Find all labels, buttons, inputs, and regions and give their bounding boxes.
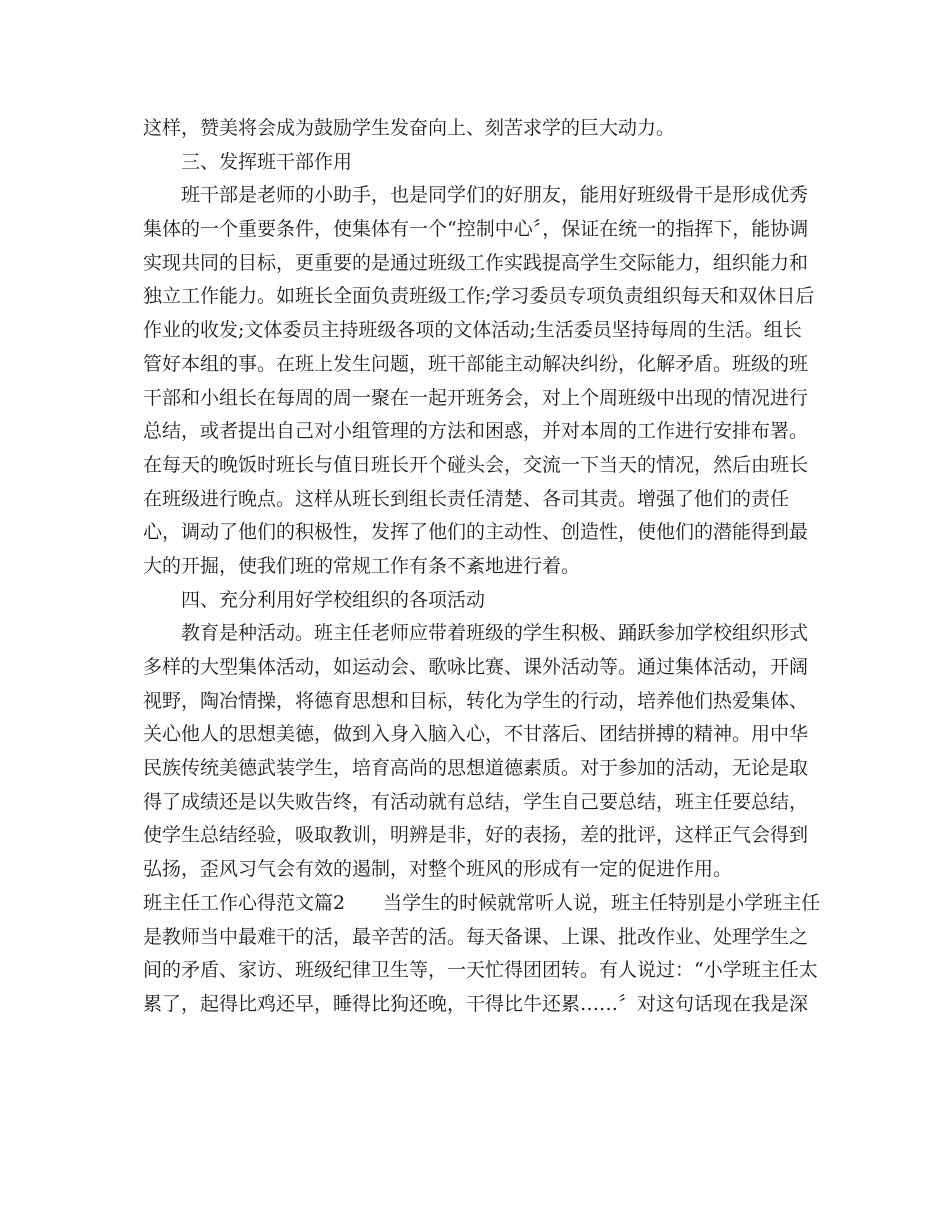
text-line: 民族传统美德武装学生，培育高尚的思想道德素质。对于参加的活动，无论是取: [143, 757, 809, 780]
text-line: 在班级进行晚点。这样从班长到组长责任清楚、各司其责。增强了他们的责任: [143, 487, 790, 510]
text-line: 集体的一个重要条件，使集体有一个“控制中心〞，保证在统一的指挥下，能协调: [143, 218, 809, 241]
article-title-line: 班主任工作心得范文篇2 当学生的时候就常听人说，班主任特别是小学班主任: [143, 891, 821, 914]
text-line: 实现共同的目标，更重要的是通过班级工作实践提高学生交际能力，组织能力和: [143, 251, 809, 274]
text-line: 视野，陶冶情操，将德育思想和目标，转化为学生的行动，培养他们热爱集体、: [143, 689, 809, 712]
text-line: 关心他人的思想美德，做到入身入脑入心，不甘落后、团结拼搏的精神。用中华: [143, 723, 809, 746]
text-line: 总结，或者提出自己对小组管理的方法和困惑，并对本周的工作进行安排布署。: [143, 420, 809, 443]
text-line: 教育是种活动。班主任老师应带着班级的学生积极、踊跃参加学校组织形式: [181, 622, 809, 645]
text-line: 是教师当中最难干的活，最辛苦的活。每天备课、上课、批改作业、处理学生之: [143, 925, 809, 948]
text-line: 干部和小组长在每周的周一聚在一起开班务会，对上个周班级中出现的情况进行: [143, 386, 809, 409]
text-line: 大的开掘，使我们班的常规工作有条不紊地进行着。: [143, 554, 581, 577]
text-line: 弘扬，歪风习气会有效的遏制，对整个班风的形成有一定的促进作用。: [143, 858, 733, 881]
text-line: 班干部是老师的小助手，也是同学们的好朋友，能用好班级骨干是形成优秀: [181, 184, 809, 207]
text-line: 间的矛盾、家访、班级纪律卫生等，一天忙得团团转。有人说过：“小学班主任太: [143, 959, 818, 982]
text-line: 独立工作能力。如班长全面负责班级工作;学习委员专项负责组织每天和双休日后: [143, 285, 815, 308]
text-line: 作业的收发;文体委员主持班级各项的文体活动;生活委员坚持每周的生活。组长: [143, 319, 802, 342]
section-heading: 三、发挥班干部作用: [181, 150, 353, 173]
text-line: 使学生总结经验，吸取教训，明辨是非，好的表扬，差的批评，这样正气会得到: [143, 824, 809, 847]
text-line: 多样的大型集体活动，如运动会、歌咏比赛、课外活动等。通过集体活动，开阔: [143, 656, 809, 678]
text-line: 累了，起得比鸡还早，睡得比狗还晚，干得比牛还累……〞对这句话现在我是深: [143, 992, 809, 1015]
document-body: [143, 112, 821, 1022]
section-heading: 四、充分利用好学校组织的各项活动: [181, 588, 486, 611]
text-line: 得了成绩还是以失败告终，有活动就有总结，学生自己要总结，班主任要总结，: [143, 790, 809, 813]
text-line: 心，调动了他们的积极性，发挥了他们的主动性、创造性，使他们的潜能得到最: [143, 521, 809, 544]
text-line: 在每天的晚饭时班长与值日班长开个碰头会，交流一下当天的情况，然后由班长: [143, 453, 809, 476]
text-line: 管好本组的事。在班上发生问题，班干部能主动解决纠纷，化解矛盾。班级的班: [143, 352, 809, 375]
text-line: 这样，赞美将会成为鼓励学生发奋向上、刻苦求学的巨大动力。: [143, 117, 676, 139]
